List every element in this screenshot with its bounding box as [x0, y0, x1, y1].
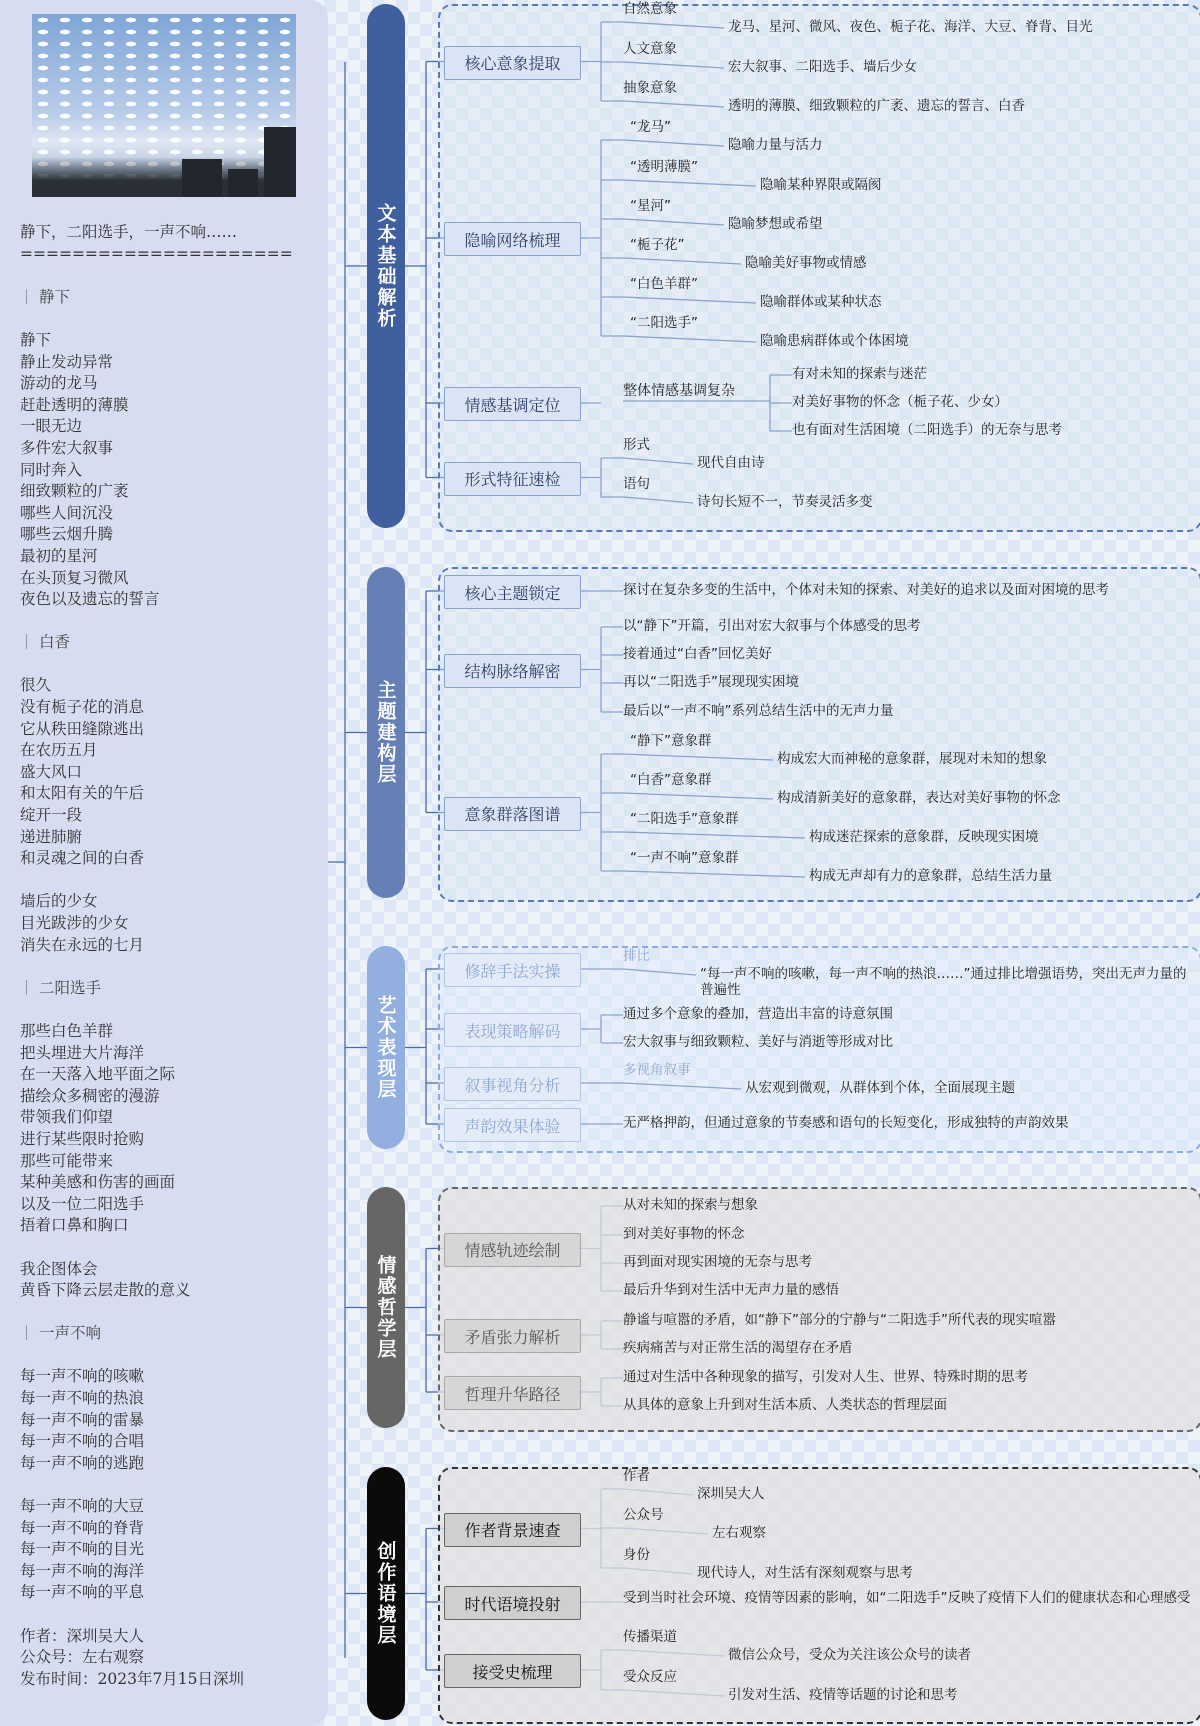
branch-node: 叙事视角分析 [444, 1067, 581, 1101]
leaf-text: 静谧与喧嚣的矛盾，如“静下”部分的宁静与“二阳选手”所代表的现实喧嚣 [623, 1312, 1056, 1328]
poem-line: 细致颗粒的广袤 [20, 482, 129, 501]
leaf-tag: “一声不响”意象群 [630, 850, 739, 866]
leaf-tag: “二阳选手”意象群 [630, 811, 739, 827]
leaf-text: 现代诗人，对生活有深刻观察与思考 [697, 1565, 913, 1581]
leaf-text: 有对未知的探索与迷茫 [792, 366, 927, 382]
poem-line: 很久 [20, 676, 52, 695]
leaf-text: 从对未知的探索与想象 [623, 1197, 758, 1213]
poem-line: 多件宏大叙事 [20, 438, 114, 457]
poem-line: 每一声不响的逃跑 [20, 1453, 145, 1472]
poem-header: 静下，二阳选手，一声不响…… [20, 223, 238, 241]
leaf-text: 到对美好事物的怀念 [623, 1226, 745, 1242]
leaf-text: 微信公众号，受众为关注该公众号的读者 [728, 1647, 971, 1663]
leaf-text: 隐喻美好事物或情感 [745, 255, 867, 271]
leaf-tag: “静下”意象群 [630, 733, 712, 749]
leaf-text: 通过对生活中各种现象的描写，引发对人生、世界、特殊时期的思考 [623, 1369, 1028, 1385]
branch-node: 修辞手法实操 [444, 953, 581, 987]
poem-text [20, 222, 320, 1690]
branch-node: 结构脉络解密 [444, 654, 581, 688]
leaf-text: 探讨在复杂多变的生活中，个体对未知的探索、对美好的追求以及面对困境的思考 [623, 582, 1109, 598]
leaf-tag: 人文意象 [623, 41, 677, 57]
poem-line: 每一声不响的合唱 [20, 1432, 145, 1451]
poem-section-title: 静下 [20, 287, 320, 309]
poem-line: 它从秩田缝隙逃出 [20, 719, 145, 738]
poem-line: 一眼无边 [20, 417, 83, 436]
leaf-text: 左右观察 [712, 1525, 766, 1541]
branch-node: 接受史梳理 [444, 1654, 581, 1688]
poem-rule: ===================== [20, 244, 293, 263]
leaf-tag: 传播渠道 [623, 1629, 677, 1645]
leaf-text: 隐喻群体或某种状态 [760, 294, 882, 310]
poem-line: 把头埋进大片海洋 [20, 1043, 145, 1062]
poem-line: 那些可能带来 [20, 1151, 114, 1170]
leaf-text: 透明的薄膜、细致颗粒的广袤、遗忘的誓言、白香 [728, 98, 1025, 114]
branch-node: 矛盾张力解析 [444, 1319, 581, 1353]
leaf-text: 宏大叙事、二阳选手、墙后少女 [728, 59, 917, 75]
poem-line: 那些白色羊群 [20, 1021, 114, 1040]
branch-node: 核心主题锁定 [444, 575, 581, 609]
poem-line: 每一声不响的脊背 [20, 1518, 145, 1537]
leaf-text: 以“静下”开篇，引出对宏大叙事与个体感受的思考 [623, 618, 921, 634]
leaf-text: 接着通过“白香”回忆美好 [623, 646, 772, 662]
leaf-text: 再到面对现实困境的无奈与思考 [623, 1254, 812, 1270]
leaf-text: 从宏观到微观，从群体到个体，全面展现主题 [745, 1080, 1015, 1096]
poem-line: 同时奔入 [20, 460, 83, 479]
leaf-text: 受到当时社会环境、疫情等因素的影响，如“二阳选手”反映了疫情下人们的健康状态和心理感受 [623, 1590, 1191, 1606]
leaf-tag: 语句 [623, 476, 650, 492]
poem-line: 消失在永远的七月 [20, 935, 145, 954]
branch-node: 声韵效果体验 [444, 1108, 581, 1142]
poem-line: 每一声不响的平息 [20, 1583, 145, 1602]
leaf-tag: 公众号 [623, 1507, 664, 1523]
leaf-tag: “星河” [630, 198, 671, 214]
poem-line: 我企图体会 [20, 1259, 98, 1278]
leaf-text: 深圳吴大人 [697, 1486, 765, 1502]
poem-line: 绽开一段 [20, 806, 83, 825]
poem-line: 在农历五月 [20, 741, 98, 760]
leaf-text: 最后以“一声不响”系列总结生活中的无声力量 [623, 703, 894, 719]
leaf-text: 隐喻患病群体或个体困境 [760, 333, 909, 349]
leaf-text: 隐喻某种界限或隔阂 [760, 177, 882, 193]
leaf-text: 隐喻梦想或希望 [728, 216, 823, 232]
leaf-text: 对美好事物的怀念（栀子花、少女） [792, 394, 1008, 410]
branch-node: 形式特征速检 [444, 462, 581, 496]
poem-footer-line: 公众号：左右观察 [20, 1648, 145, 1667]
poem-line: 每一声不响的大豆 [20, 1497, 145, 1516]
leaf-text: 隐喻力量与活力 [728, 137, 823, 153]
branch-node: 哲理升华路径 [444, 1376, 581, 1410]
poem-line: 黄昏下降云层走散的意义 [20, 1281, 191, 1300]
leaf-tag: “白香”意象群 [630, 772, 712, 788]
poem-line: 目光跋涉的少女 [20, 914, 129, 932]
poem-line: 哪些云烟升腾 [20, 525, 114, 544]
poem-line: 在头顶复习微风 [20, 568, 129, 587]
poem-section-title: 白香 [20, 632, 320, 654]
branch-node: 时代语境投射 [444, 1586, 581, 1620]
leaf-tag: 多视角叙事 [623, 1062, 691, 1078]
leaf-tag: 受众反应 [623, 1669, 677, 1685]
leaf-tag: 自然意象 [623, 1, 677, 17]
section-label: 文本基础解析 [367, 4, 405, 528]
branch-node: 情感轨迹绘制 [444, 1233, 581, 1267]
poem-line: 墙后的少女 [20, 892, 98, 911]
leaf-text: 再以“二阳选手”展现现实困境 [623, 674, 799, 690]
poem-line: 描绘众多稠密的漫游 [20, 1086, 160, 1105]
poem-line: 每一声不响的热浪 [20, 1389, 145, 1408]
poem-line: 以及一位二阳选手 [20, 1194, 145, 1213]
poem-line: 某种美感和伤害的画面 [20, 1173, 176, 1192]
sky-photo [32, 14, 296, 197]
poem-footer-line: 作者：深圳吴大人 [20, 1626, 145, 1645]
poem-line: 带领我们仰望 [20, 1108, 114, 1127]
leaf-text: 最后升华到对生活中无声力量的感悟 [623, 1282, 839, 1298]
leaf-tag: “白色羊群” [630, 276, 698, 292]
poem-line: 每一声不响的目光 [20, 1540, 145, 1559]
leaf-text: 龙马、星河、微风、夜色、栀子花、海洋、大豆、脊背、目光 [728, 19, 1093, 35]
poem-line: 静下 [20, 330, 52, 349]
leaf-text: 也有面对生活困境（二阳选手）的无奈与思考 [792, 422, 1062, 438]
poem-line: 每一声不响的咳嗽 [20, 1367, 145, 1386]
leaf-text: 从具体的意象上升到对生活本质、人类状态的哲理层面 [623, 1397, 947, 1413]
poem-line: 每一声不响的雷暴 [20, 1410, 145, 1429]
poem-line: 盛大风口 [20, 762, 83, 781]
poem-line: 在一天落入地平面之际 [20, 1065, 176, 1084]
section-label: 创作语境层 [367, 1467, 405, 1720]
poem-line: 静止发动异常 [20, 352, 114, 371]
leaf-text: 宏大叙事与细致颗粒、美好与消逝等形成对比 [623, 1034, 893, 1050]
leaf-text: 构成无声却有力的意象群，总结生活力量 [809, 868, 1052, 884]
poem-line: 最初的星河 [20, 546, 98, 565]
poem-line: 没有栀子花的消息 [20, 698, 145, 717]
leaf-tag: “栀子花” [630, 237, 685, 253]
leaf-tag: 作者 [623, 1468, 650, 1484]
leaf-text: 诗句长短不一，节奏灵活多变 [697, 494, 873, 510]
poem-line: 夜色以及遗忘的誓言 [20, 590, 160, 609]
leaf-text: 通过多个意象的叠加，营造出丰富的诗意氛围 [623, 1006, 893, 1022]
branch-node: 作者背景速查 [444, 1513, 581, 1547]
sub-node: 整体情感基调复杂 [623, 383, 735, 399]
leaf-tag: “龙马” [630, 119, 671, 135]
leaf-tag: 身份 [623, 1547, 650, 1563]
branch-node: 意象群落图谱 [444, 797, 581, 831]
leaf-tag: 形式 [623, 437, 650, 453]
poem-section-title: 一声不响 [20, 1323, 320, 1345]
poem-footer-line: 发布时间：2023年7月15日深圳 [20, 1669, 245, 1688]
leaf-text: 引发对生活、疫情等话题的讨论和思考 [728, 1687, 958, 1703]
branch-node: 核心意象提取 [444, 46, 581, 80]
leaf-text: 构成清新美好的意象群，表达对美好事物的怀念 [777, 790, 1061, 806]
poem-line: 和灵魂之间的白香 [20, 849, 145, 868]
poem-line: 赶赴透明的薄膜 [20, 395, 129, 414]
poem-line: 每一声不响的海洋 [20, 1561, 145, 1580]
branch-node: 表现策略解码 [444, 1013, 581, 1047]
leaf-text: 疾病痛苦与对正常生活的渴望存在矛盾 [623, 1340, 853, 1356]
leaf-tag: “透明薄膜” [630, 159, 698, 175]
section-label: 艺术表现层 [367, 946, 405, 1149]
leaf-text: “每一声不响的咳嗽，每一声不响的热浪……”通过排比增强语势，突出无声力量的普遍性 [700, 966, 1187, 998]
poem-panel [0, 0, 328, 1726]
leaf-text: 现代自由诗 [697, 455, 765, 471]
leaf-text: 构成迷茫探索的意象群，反映现实困境 [809, 829, 1039, 845]
leaf-text: 无严格押韵，但通过意象的节奏感和语句的长短变化，形成独特的声韵效果 [623, 1115, 1069, 1131]
poem-line: 和太阳有关的午后 [20, 784, 145, 803]
section-label: 情感哲学层 [367, 1187, 405, 1428]
leaf-tag: 排比 [623, 948, 650, 964]
leaf-tag: “二阳选手” [630, 315, 698, 331]
branch-node: 情感基调定位 [444, 387, 581, 421]
leaf-tag: 抽象意象 [623, 80, 677, 96]
poem-line: 递进肺腑 [20, 827, 83, 846]
poem-line: 捂着口鼻和胸口 [20, 1216, 129, 1235]
poem-section-title: 二阳选手 [20, 978, 320, 1000]
poem-line: 哪些人间沉没 [20, 503, 114, 522]
section-label: 主题建构层 [367, 567, 405, 898]
poem-line: 进行某些限时抢购 [20, 1129, 145, 1148]
leaf-text: 构成宏大而神秘的意象群，展现对未知的想象 [777, 751, 1047, 767]
poem-line: 游动的龙马 [20, 374, 98, 393]
branch-node: 隐喻网络梳理 [444, 222, 581, 256]
